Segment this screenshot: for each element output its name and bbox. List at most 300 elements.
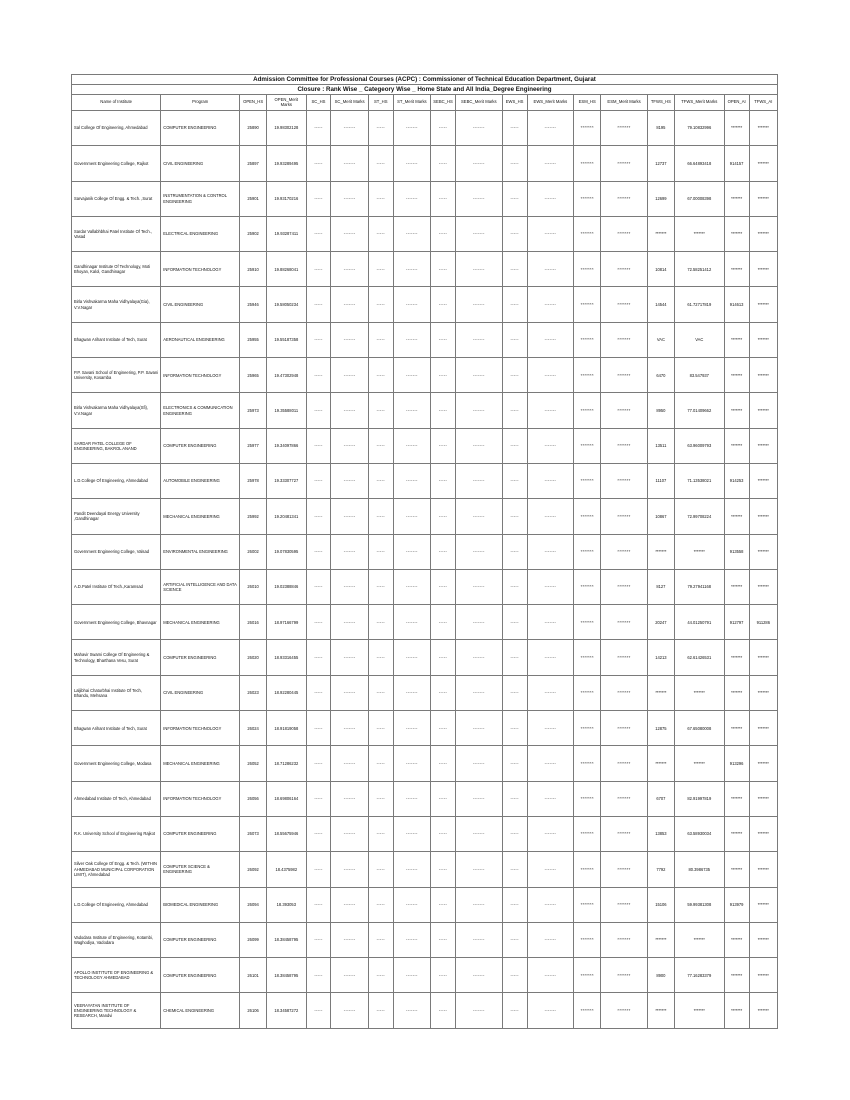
sebc-hs-cell: ----- — [431, 146, 456, 181]
sebc-merit-cell: ------- — [455, 922, 502, 957]
sebc-merit-cell: ------- — [455, 428, 502, 463]
tfws-hs-cell: 15106 — [647, 887, 674, 922]
institute-name-cell: Pandit Deendayal Energy University ,Gandhinagar — [72, 499, 161, 534]
tfws-hs-cell: 8950 — [647, 393, 674, 428]
sc-hs-cell: ----- — [306, 499, 331, 534]
open-ai-cell: ******* — [724, 711, 749, 746]
sc-merit-cell: ------- — [331, 534, 368, 569]
open-ai-cell: ******* — [724, 393, 749, 428]
sc-hs-cell: ----- — [306, 711, 331, 746]
st-merit-cell: ------- — [393, 393, 430, 428]
open-hs-cell: 26094 — [240, 887, 267, 922]
tfws-ai-cell: ******* — [749, 852, 777, 887]
open-hs-cell: 25965 — [240, 358, 267, 393]
esm-hs-cell: ******* — [574, 640, 601, 675]
table-row — [72, 746, 778, 781]
tfws-ai-cell: ******* — [749, 746, 777, 781]
ews-hs-cell: ----- — [502, 252, 527, 287]
sebc-merit-cell: ------- — [455, 605, 502, 640]
table-row — [72, 816, 778, 851]
table-row — [72, 499, 778, 534]
st-merit-cell: ------- — [393, 499, 430, 534]
tfws-ai-cell: ******* — [749, 111, 777, 146]
sc-merit-cell: ------- — [331, 499, 368, 534]
esm-merit-cell: ******* — [601, 887, 648, 922]
tfws-ai-cell: ******* — [749, 958, 777, 993]
ews-merit-cell: ------- — [527, 640, 574, 675]
esm-hs-cell: ******* — [574, 852, 601, 887]
st-merit-cell: ------- — [393, 287, 430, 322]
open-ai-cell: ******* — [724, 922, 749, 957]
sebc-hs-cell: ----- — [431, 746, 456, 781]
ews-merit-cell: ------- — [527, 852, 574, 887]
sc-merit-cell: ------- — [331, 181, 368, 216]
tfws-merit-cell: 63.58930034 — [674, 816, 724, 851]
tfws-merit-cell: 61.72717819 — [674, 287, 724, 322]
tfws-hs-cell: ******* — [647, 922, 674, 957]
tfws-hs-cell: 10867 — [647, 499, 674, 534]
institute-name-cell: A.D.Patel Institute Of Tech.,Karamsad — [72, 569, 161, 604]
esm-merit-cell: ******* — [601, 852, 648, 887]
sebc-merit-cell: ------- — [455, 675, 502, 710]
esm-hs-cell: ******* — [574, 922, 601, 957]
sebc-hs-cell: ----- — [431, 287, 456, 322]
esm-hs-cell: ******* — [574, 605, 601, 640]
ews-merit-cell: ------- — [527, 463, 574, 498]
table-row — [72, 711, 778, 746]
ews-hs-cell: ----- — [502, 322, 527, 357]
tfws-hs-cell: 13853 — [647, 816, 674, 851]
institute-name-cell: Birla Vishvakarma Maha Vidhyalaya(Sfi), V.V.Nagar — [72, 393, 161, 428]
ews-merit-cell: ------- — [527, 358, 574, 393]
tfws-merit-cell: 77.16283379 — [674, 958, 724, 993]
esm-merit-cell: ******* — [601, 146, 648, 181]
tfws-hs-cell: 8195 — [647, 111, 674, 146]
sc-merit-cell: ------- — [331, 322, 368, 357]
open-ai-cell: ******* — [724, 675, 749, 710]
column-header: EWS_HS — [502, 95, 527, 111]
table-row — [72, 887, 778, 922]
open-merit-cell: 18.92280445 — [267, 675, 306, 710]
st-merit-cell: ------- — [393, 746, 430, 781]
column-header: TFWS_HS — [647, 95, 674, 111]
tfws-merit-cell: 72.99708224 — [674, 499, 724, 534]
column-header: SEBC_Merit Marks — [455, 95, 502, 111]
tfws-ai-cell: ******* — [749, 499, 777, 534]
open-hs-cell: 25910 — [240, 252, 267, 287]
open-merit-cell: 19.20481341 — [267, 499, 306, 534]
esm-merit-cell: ******* — [601, 781, 648, 816]
tfws-ai-cell: ******* — [749, 252, 777, 287]
column-header: OPEN_Merit Marks — [267, 95, 306, 111]
open-hs-cell: 26092 — [240, 852, 267, 887]
sebc-hs-cell: ----- — [431, 111, 456, 146]
program-cell: COMPUTER ENGINEERING — [161, 111, 240, 146]
ews-merit-cell: ------- — [527, 252, 574, 287]
sc-hs-cell: ----- — [306, 146, 331, 181]
open-hs-cell: 25977 — [240, 428, 267, 463]
esm-merit-cell: ******* — [601, 640, 648, 675]
tfws-ai-cell: ******* — [749, 393, 777, 428]
ews-hs-cell: ----- — [502, 781, 527, 816]
st-hs-cell: ----- — [368, 111, 393, 146]
open-merit-cell: 18.71286232 — [267, 746, 306, 781]
institute-name-cell: Gandhinagar Institute Of Technology, Moti Bhoyan, Kalol, Gandhinagar — [72, 252, 161, 287]
sc-hs-cell: ----- — [306, 922, 331, 957]
open-ai-cell: ******* — [724, 640, 749, 675]
esm-merit-cell: ******* — [601, 428, 648, 463]
ews-merit-cell: ------- — [527, 534, 574, 569]
sc-merit-cell: ------- — [331, 711, 368, 746]
table-row — [72, 993, 778, 1028]
institute-name-cell: R.K. University School of Engineering Rajkot — [72, 816, 161, 851]
sc-merit-cell: ------- — [331, 358, 368, 393]
st-hs-cell: ----- — [368, 322, 393, 357]
table-row — [72, 252, 778, 287]
tfws-ai-cell: ******* — [749, 781, 777, 816]
open-merit-cell: 19.93170216 — [267, 181, 306, 216]
sebc-merit-cell: ------- — [455, 358, 502, 393]
st-hs-cell: ----- — [368, 816, 393, 851]
tfws-merit-cell: ******* — [674, 534, 724, 569]
tfws-hs-cell: 12699 — [647, 181, 674, 216]
st-merit-cell: ------- — [393, 534, 430, 569]
tfws-hs-cell: 10814 — [647, 252, 674, 287]
institute-name-cell: L.D.College Of Engineering, Ahmedabad — [72, 463, 161, 498]
sc-merit-cell: ------- — [331, 216, 368, 251]
tfws-ai-cell: ******* — [749, 640, 777, 675]
tfws-hs-cell: ******* — [647, 216, 674, 251]
sc-merit-cell: ------- — [331, 146, 368, 181]
header-row — [72, 95, 778, 111]
table-row — [72, 922, 778, 957]
table-row — [72, 181, 778, 216]
esm-hs-cell: ******* — [574, 569, 601, 604]
sc-merit-cell: ------- — [331, 746, 368, 781]
st-hs-cell: ----- — [368, 746, 393, 781]
open-merit-cell: 19.58050234 — [267, 287, 306, 322]
program-cell: COMPUTER ENGINEERING — [161, 640, 240, 675]
sebc-hs-cell: ----- — [431, 605, 456, 640]
sc-hs-cell: ----- — [306, 358, 331, 393]
open-hs-cell: 26020 — [240, 640, 267, 675]
ews-hs-cell: ----- — [502, 922, 527, 957]
table-row — [72, 675, 778, 710]
st-merit-cell: ------- — [393, 711, 430, 746]
esm-merit-cell: ******* — [601, 922, 648, 957]
ews-hs-cell: ----- — [502, 358, 527, 393]
open-merit-cell: 19.34097866 — [267, 428, 306, 463]
st-merit-cell: ------- — [393, 428, 430, 463]
tfws-hs-cell: ******* — [647, 746, 674, 781]
open-merit-cell: 18.97166799 — [267, 605, 306, 640]
tfws-merit-cell: ******* — [674, 746, 724, 781]
program-cell: BIOMEDICAL ENGINEERING — [161, 887, 240, 922]
open-hs-cell: 26024 — [240, 711, 267, 746]
table-row — [72, 463, 778, 498]
tfws-ai-cell: ******* — [749, 358, 777, 393]
column-header: Name of Institute — [72, 95, 161, 111]
tfws-hs-cell: ******* — [647, 675, 674, 710]
sebc-hs-cell: ----- — [431, 993, 456, 1028]
sebc-merit-cell: ------- — [455, 711, 502, 746]
open-hs-cell: 25901 — [240, 181, 267, 216]
column-header: EWS_Merit Marks — [527, 95, 574, 111]
sc-hs-cell: ----- — [306, 781, 331, 816]
open-ai-cell: ******* — [724, 181, 749, 216]
sebc-hs-cell: ----- — [431, 958, 456, 993]
st-hs-cell: ----- — [368, 287, 393, 322]
program-cell: AUTOMOBILE ENGINEERING — [161, 463, 240, 498]
tfws-ai-cell: 911286 — [749, 605, 777, 640]
sebc-hs-cell: ----- — [431, 463, 456, 498]
open-hs-cell: 26106 — [240, 993, 267, 1028]
column-header: SC_HS — [306, 95, 331, 111]
st-merit-cell: ------- — [393, 111, 430, 146]
table-row — [72, 958, 778, 993]
st-merit-cell: ------- — [393, 358, 430, 393]
tfws-merit-cell: 79.10832996 — [674, 111, 724, 146]
program-cell: COMPUTER ENGINEERING — [161, 428, 240, 463]
esm-merit-cell: ******* — [601, 499, 648, 534]
ews-hs-cell: ----- — [502, 640, 527, 675]
program-cell: ENVIRONMENTAL ENGINEERING — [161, 534, 240, 569]
open-merit-cell: 18.38458795 — [267, 922, 306, 957]
st-hs-cell: ----- — [368, 993, 393, 1028]
sebc-hs-cell: ----- — [431, 358, 456, 393]
table-row — [72, 146, 778, 181]
tfws-merit-cell: 80.3986735 — [674, 852, 724, 887]
open-hs-cell: 26016 — [240, 605, 267, 640]
tfws-ai-cell: ******* — [749, 711, 777, 746]
program-cell: MECHANICAL ENGINEERING — [161, 746, 240, 781]
institute-name-cell: Mahavir Swami College Of Engineering & Technology, Bharthana Vesu, Surat — [72, 640, 161, 675]
open-ai-cell: ******* — [724, 499, 749, 534]
esm-hs-cell: ******* — [574, 393, 601, 428]
sc-hs-cell: ----- — [306, 887, 331, 922]
closure-table — [71, 74, 778, 1029]
sc-hs-cell: ----- — [306, 993, 331, 1028]
open-merit-cell: 18.393053 — [267, 887, 306, 922]
institute-name-cell: Ahmedabad Institute Of Tech, Ahmedabad — [72, 781, 161, 816]
sebc-hs-cell: ----- — [431, 322, 456, 357]
esm-hs-cell: ******* — [574, 322, 601, 357]
sebc-hs-cell: ----- — [431, 252, 456, 287]
esm-merit-cell: ******* — [601, 711, 648, 746]
sc-merit-cell: ------- — [331, 428, 368, 463]
program-cell: INFORMATION TECHNOLOGY — [161, 358, 240, 393]
tfws-hs-cell: ******* — [647, 534, 674, 569]
ews-hs-cell: ----- — [502, 852, 527, 887]
st-hs-cell: ----- — [368, 534, 393, 569]
esm-hs-cell: ******* — [574, 358, 601, 393]
sebc-merit-cell: ------- — [455, 816, 502, 851]
program-cell: CIVIL ENGINEERING — [161, 146, 240, 181]
open-ai-cell: ******* — [724, 993, 749, 1028]
esm-hs-cell: ******* — [574, 746, 601, 781]
st-merit-cell: ------- — [393, 463, 430, 498]
esm-hs-cell: ******* — [574, 816, 601, 851]
program-cell: ELECTRONICS & COMMUNICATION ENGINEERING — [161, 393, 240, 428]
ews-hs-cell: ----- — [502, 746, 527, 781]
tfws-merit-cell: ******* — [674, 675, 724, 710]
sc-hs-cell: ----- — [306, 569, 331, 604]
open-merit-cell: 19.47302948 — [267, 358, 306, 393]
tfws-hs-cell: ******* — [647, 993, 674, 1028]
open-ai-cell: ******* — [724, 216, 749, 251]
esm-merit-cell: ******* — [601, 216, 648, 251]
open-hs-cell: 25890 — [240, 111, 267, 146]
esm-merit-cell: ******* — [601, 287, 648, 322]
st-merit-cell: ------- — [393, 816, 430, 851]
ews-merit-cell: ------- — [527, 146, 574, 181]
esm-merit-cell: ******* — [601, 252, 648, 287]
tfws-merit-cell: 63.96009793 — [674, 428, 724, 463]
table-row — [72, 605, 778, 640]
sebc-merit-cell: ------- — [455, 887, 502, 922]
institute-name-cell: Sarvajanik College Of Engg. & Tech. ,Surat — [72, 181, 161, 216]
st-merit-cell: ------- — [393, 640, 430, 675]
open-merit-cell: 19.35588011 — [267, 393, 306, 428]
open-ai-cell: 914253 — [724, 463, 749, 498]
program-cell: INSTRUMENTATION & CONTROL ENGINEERING — [161, 181, 240, 216]
tfws-ai-cell: ******* — [749, 675, 777, 710]
tfws-hs-cell: 6470 — [647, 358, 674, 393]
tfws-ai-cell: ******* — [749, 569, 777, 604]
st-merit-cell: ------- — [393, 605, 430, 640]
sc-hs-cell: ----- — [306, 746, 331, 781]
st-hs-cell: ----- — [368, 781, 393, 816]
st-hs-cell: ----- — [368, 252, 393, 287]
tfws-ai-cell: ******* — [749, 887, 777, 922]
table-row — [72, 322, 778, 357]
program-cell: ELECTRICAL ENGINEERING — [161, 216, 240, 251]
tfws-ai-cell: ******* — [749, 322, 777, 357]
sc-hs-cell: ----- — [306, 852, 331, 887]
sc-hs-cell: ----- — [306, 216, 331, 251]
sebc-hs-cell: ----- — [431, 711, 456, 746]
sc-hs-cell: ----- — [306, 816, 331, 851]
ews-merit-cell: ------- — [527, 816, 574, 851]
ews-merit-cell: ------- — [527, 781, 574, 816]
tfws-ai-cell: ******* — [749, 816, 777, 851]
esm-merit-cell: ******* — [601, 534, 648, 569]
tfws-merit-cell: 77.01409662 — [674, 393, 724, 428]
esm-merit-cell: ******* — [601, 111, 648, 146]
institute-name-cell: L.D.College Of Engineering, Ahmedabad — [72, 887, 161, 922]
column-header: ESM_Merit Marks — [601, 95, 648, 111]
ews-hs-cell: ----- — [502, 428, 527, 463]
sc-merit-cell: ------- — [331, 887, 368, 922]
sc-hs-cell: ----- — [306, 111, 331, 146]
esm-hs-cell: ******* — [574, 887, 601, 922]
sc-merit-cell: ------- — [331, 993, 368, 1028]
sebc-merit-cell: ------- — [455, 746, 502, 781]
sc-merit-cell: ------- — [331, 252, 368, 287]
esm-hs-cell: ******* — [574, 675, 601, 710]
open-ai-cell: 913296 — [724, 746, 749, 781]
sebc-merit-cell: ------- — [455, 993, 502, 1028]
esm-hs-cell: ******* — [574, 111, 601, 146]
column-header: SC_Merit Marks — [331, 95, 368, 111]
esm-merit-cell: ******* — [601, 746, 648, 781]
esm-merit-cell: ******* — [601, 322, 648, 357]
ews-hs-cell: ----- — [502, 958, 527, 993]
esm-hs-cell: ******* — [574, 216, 601, 251]
open-ai-cell: ******* — [724, 111, 749, 146]
open-hs-cell: 26073 — [240, 816, 267, 851]
esm-hs-cell: ******* — [574, 287, 601, 322]
sebc-hs-cell: ----- — [431, 569, 456, 604]
open-hs-cell: 26056 — [240, 781, 267, 816]
ews-merit-cell: ------- — [527, 216, 574, 251]
ews-hs-cell: ----- — [502, 569, 527, 604]
tfws-hs-cell: 6707 — [647, 781, 674, 816]
program-cell: CIVIL ENGINEERING — [161, 675, 240, 710]
tfws-merit-cell: 67.65080008 — [674, 711, 724, 746]
st-hs-cell: ----- — [368, 887, 393, 922]
sc-hs-cell: ----- — [306, 322, 331, 357]
tfws-hs-cell: 12737 — [647, 146, 674, 181]
table-body — [72, 111, 778, 1029]
open-ai-cell: 913979 — [724, 887, 749, 922]
ews-hs-cell: ----- — [502, 287, 527, 322]
institute-name-cell: Bhagwan Arihant Institute of Tech, Surat — [72, 322, 161, 357]
st-merit-cell: ------- — [393, 146, 430, 181]
open-ai-cell: ******* — [724, 358, 749, 393]
open-merit-cell: 19.55187358 — [267, 322, 306, 357]
institute-name-cell: APOLLO INSTITUTE OF ENGINEERING & TECHNOLOGY AHMEDABAD — [72, 958, 161, 993]
esm-hs-cell: ******* — [574, 252, 601, 287]
tfws-merit-cell: ******* — [674, 993, 724, 1028]
st-hs-cell: ----- — [368, 463, 393, 498]
tfws-merit-cell: 72.58251412 — [674, 252, 724, 287]
open-hs-cell: 26101 — [240, 958, 267, 993]
tfws-ai-cell: ******* — [749, 922, 777, 957]
tfws-merit-cell: 83.547937 — [674, 358, 724, 393]
open-merit-cell: 18.38458795 — [267, 958, 306, 993]
st-merit-cell: ------- — [393, 569, 430, 604]
sebc-hs-cell: ----- — [431, 922, 456, 957]
sc-hs-cell: ----- — [306, 463, 331, 498]
table-row — [72, 569, 778, 604]
open-ai-cell: 914613 — [724, 287, 749, 322]
sebc-merit-cell: ------- — [455, 252, 502, 287]
st-hs-cell: ----- — [368, 922, 393, 957]
ews-hs-cell: ----- — [502, 216, 527, 251]
ews-merit-cell: ------- — [527, 605, 574, 640]
tfws-hs-cell: 11107 — [647, 463, 674, 498]
ews-merit-cell: ------- — [527, 111, 574, 146]
open-merit-cell: 18.55675946 — [267, 816, 306, 851]
tfws-hs-cell: 13511 — [647, 428, 674, 463]
program-cell: CHEMICAL ENGINEERING — [161, 993, 240, 1028]
open-merit-cell: 19.98302128 — [267, 111, 306, 146]
open-merit-cell: 18.91819058 — [267, 711, 306, 746]
table-title: Admission Committee for Professional Courses (ACPC) : Commissioner of Technical Education Department, Gujarat — [72, 75, 778, 85]
esm-hs-cell: ******* — [574, 781, 601, 816]
institute-name-cell: Laljibhai Chaturbhai Institute Of Tech, Bhandu, Mehsana — [72, 675, 161, 710]
tfws-ai-cell: ******* — [749, 216, 777, 251]
tfws-ai-cell: ******* — [749, 146, 777, 181]
open-merit-cell: 19.33307727 — [267, 463, 306, 498]
st-hs-cell: ----- — [368, 181, 393, 216]
sc-hs-cell: ----- — [306, 605, 331, 640]
sc-hs-cell: ----- — [306, 287, 331, 322]
st-merit-cell: ------- — [393, 216, 430, 251]
open-ai-cell: ******* — [724, 252, 749, 287]
esm-merit-cell: ******* — [601, 675, 648, 710]
